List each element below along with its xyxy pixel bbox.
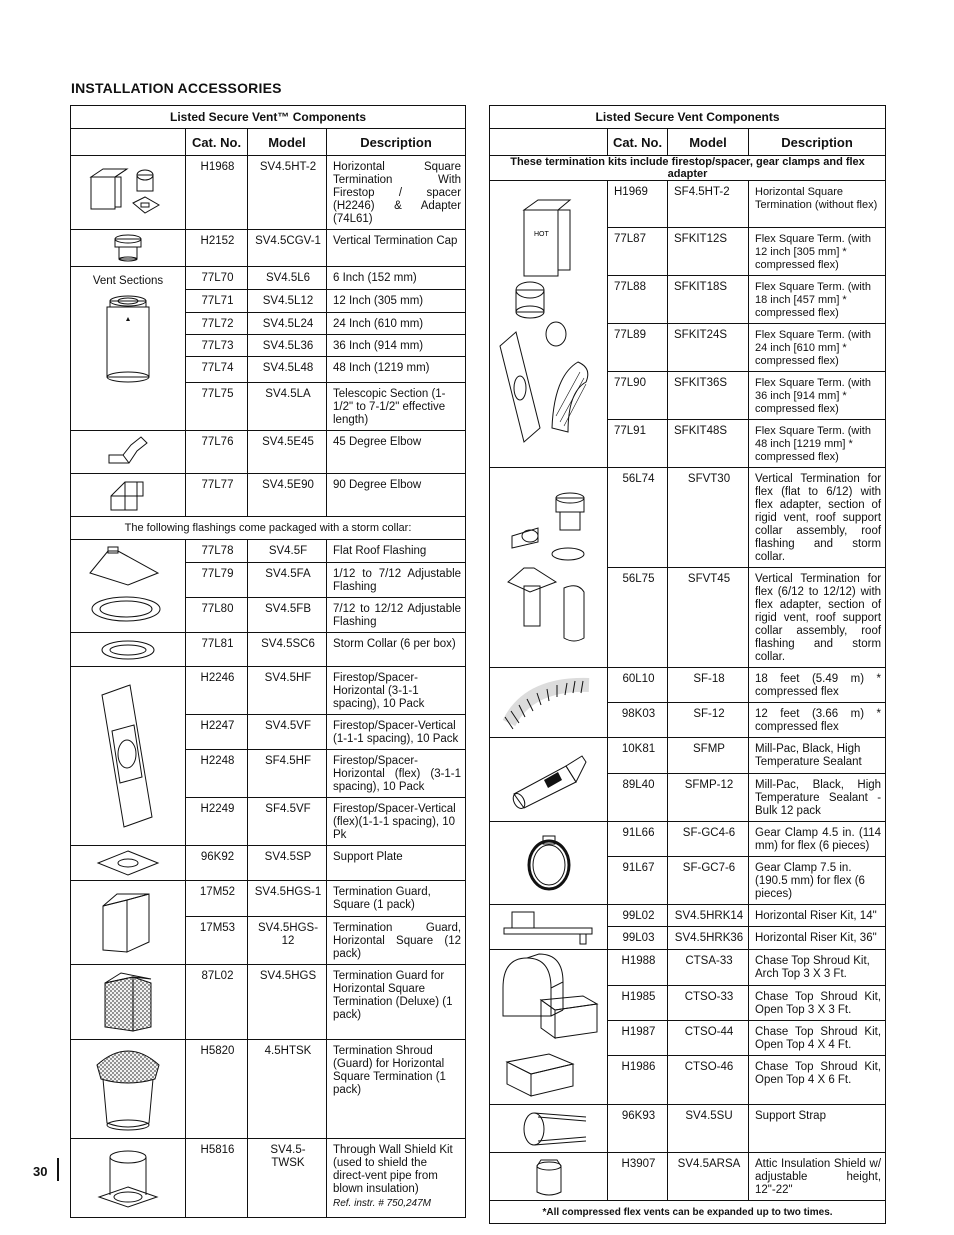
model: SF-18 [668, 668, 749, 703]
cat-no: 56L74 [608, 468, 668, 568]
model: SV4.5SC6 [248, 633, 327, 667]
description: Attic Insulation Shield w/ adjustable height, 12"-22" [749, 1153, 886, 1201]
table-row [71, 846, 466, 881]
reference-note: Ref. instr. # 750,247M [333, 1198, 432, 1209]
model: CTSO-46 [668, 1056, 749, 1105]
description: Vertical Termination for flex (6/12 to 12/12) with flex adapter, section of rigid vent, roof support collar assembly, roof flashing and storm collar. [749, 568, 886, 668]
description: Firestop/Spacer-Vertical (1-1-1 spacing), 10 Pack [327, 715, 466, 750]
description: 45 Degree Elbow [327, 431, 466, 474]
model: SV4.5FA [248, 563, 327, 598]
cat-no: 60L10 [608, 668, 668, 703]
description-text: Through Wall Shield Kit (used to shield the direct-vent pipe from blown insulation) [333, 1144, 453, 1195]
left-header-image [71, 129, 186, 156]
description: Vertical Termination Cap [327, 230, 466, 267]
model: SFMP [668, 738, 749, 774]
table-row [71, 267, 466, 290]
right-components-table [489, 105, 886, 1224]
description: Mill-Pac, Black, High Temperature Sealant [749, 738, 886, 774]
cat-no: 77L80 [186, 598, 248, 633]
cat-no: 77L81 [186, 633, 248, 667]
description: 24 Inch (610 mm) [327, 313, 466, 335]
description: 7/12 to 12/12 Adjustable Flashing [327, 598, 466, 633]
cat-no: 77L78 [186, 540, 248, 563]
kit-note: These termination kits include firestop/spacer, gear clamps and flex adapter [490, 156, 886, 181]
model: CTSA-33 [668, 950, 749, 986]
cat-no: 17M52 [186, 881, 248, 917]
description: Termination Guard for Horizontal Square Termination (Deluxe) (1 pack) [327, 965, 466, 1040]
cat-no: 77L75 [186, 383, 248, 431]
cat-no: 77L79 [186, 563, 248, 598]
model: SV4.5L12 [248, 290, 327, 313]
model: SV4.5HGS [248, 965, 327, 1040]
firestop-spacer-icon [71, 667, 186, 846]
sealant-tube-icon [490, 738, 608, 822]
model: SV4.5HGS-1 [248, 881, 327, 917]
cat-no: 77L70 [186, 267, 248, 290]
cat-no: 87L02 [186, 965, 248, 1040]
model: SF4.5HT-2 [668, 181, 749, 228]
table-row [71, 667, 466, 715]
cat-no: 77L91 [608, 420, 668, 468]
cat-no: H1968 [186, 156, 248, 230]
table-row [71, 1139, 466, 1218]
table-row [490, 468, 886, 568]
model: SV4.5CGV-1 [248, 230, 327, 267]
description: Flex Square Term. (with 12 inch [305 mm] * compressed flex) [749, 228, 886, 276]
model: SV4.5E45 [248, 431, 327, 474]
support-strap-icon [490, 1105, 608, 1153]
description: Firestop/Spacer-Vertical (flex)(1-1-1 spacing), 10 Pk [327, 798, 466, 846]
model: SV4.5HRK14 [668, 905, 749, 927]
table-row [71, 633, 466, 667]
description: Telescopic Section (1-1/2" to 7-1/2" effective length) [327, 383, 466, 431]
model: SV4.5HGS-12 [248, 917, 327, 965]
description: Gear Clamp 7.5 in. (190.5 mm) for flex (6 pieces) [749, 857, 886, 905]
description: 36 Inch (914 mm) [327, 335, 466, 357]
cat-no: 99L02 [608, 905, 668, 927]
cat-no: H1969 [608, 181, 668, 228]
model: SV4.5SP [248, 846, 327, 881]
model: SF-GC4-6 [668, 822, 749, 857]
cat-no: 77L73 [186, 335, 248, 357]
description: Termination Guard, Horizontal Square (12 pack) [327, 917, 466, 965]
model: SFKIT12S [668, 228, 749, 276]
description: 48 Inch (1219 mm) [327, 357, 466, 383]
model: SV4.5LA [248, 383, 327, 431]
model: SV4.5SU [668, 1105, 749, 1153]
description: Firestop/Spacer-Horizontal (flex) (3-1-1 spacing), 10 Pack [327, 750, 466, 798]
flex-termination-kit-icon [490, 181, 608, 468]
cat-no: H2246 [186, 667, 248, 715]
cat-no: H2249 [186, 798, 248, 846]
vertical-flex-termination-icon [490, 468, 608, 668]
model: SV4.5L48 [248, 357, 327, 383]
description: Termination Guard, Square (1 pack) [327, 881, 466, 917]
right-table-caption: Listed Secure Vent Components [490, 106, 886, 129]
storm-collar-icon [71, 633, 186, 667]
cat-no: 10K81 [608, 738, 668, 774]
description: Support Strap [749, 1105, 886, 1153]
table-row [490, 1105, 886, 1153]
cat-no: 77L88 [608, 276, 668, 324]
right-header-model: Model [668, 129, 749, 156]
description: Chase Top Shroud Kit, Arch Top 3 X 3 Ft. [749, 950, 886, 986]
description: Flex Square Term. (with 48 inch [1219 mm] * compressed flex) [749, 420, 886, 468]
model: SFKIT18S [668, 276, 749, 324]
roof-flashing-icon [71, 540, 186, 633]
compressed-flex-icon [490, 668, 608, 738]
cat-no: 77L76 [186, 431, 248, 474]
chase-top-shroud-icon [490, 950, 608, 1105]
model: SF4.5HF [248, 750, 327, 798]
model: SV4.5VF [248, 715, 327, 750]
model: SV4.5E90 [248, 474, 327, 517]
svg-text:HOT: HOT [533, 231, 549, 238]
description: Horizontal Square Termination (without flex) [749, 181, 886, 228]
cat-no: H2152 [186, 230, 248, 267]
table-row [71, 230, 466, 267]
cat-no: 91L67 [608, 857, 668, 905]
cat-no: H5816 [186, 1139, 248, 1218]
termination-shroud-icon [71, 1040, 186, 1139]
model: SFMP-12 [668, 774, 749, 822]
table-row [490, 822, 886, 857]
cat-no: 96K92 [186, 846, 248, 881]
description: Chase Top Shroud Kit, Open Top 4 X 4 Ft. [749, 1021, 886, 1056]
deluxe-guard-icon [71, 965, 186, 1040]
table-row [490, 905, 886, 927]
elbow-90-icon [71, 474, 186, 517]
wall-shield-icon [71, 1139, 186, 1218]
model: SV4.5FB [248, 598, 327, 633]
cat-no: 77L74 [186, 357, 248, 383]
elbow-45-icon [71, 431, 186, 474]
model: SV4.5L24 [248, 313, 327, 335]
description: Chase Top Shroud Kit, Open Top 4 X 6 Ft. [749, 1056, 886, 1105]
table-row [490, 1153, 886, 1201]
cat-no: 77L87 [608, 228, 668, 276]
support-plate-icon [71, 846, 186, 881]
cat-no: 96K93 [608, 1105, 668, 1153]
gear-clamp-icon [490, 822, 608, 905]
table-row [71, 540, 466, 563]
table-row [490, 668, 886, 703]
model: SF-12 [668, 703, 749, 738]
model: SV4.5ARSA [668, 1153, 749, 1201]
table-row [71, 431, 466, 474]
description: Chase Top Shroud Kit, Open Top 3 X 3 Ft. [749, 986, 886, 1021]
right-header-cat: Cat. No. [608, 129, 668, 156]
cat-no: 77L72 [186, 313, 248, 335]
section-title: INSTALLATION ACCESSORIES [71, 80, 282, 96]
vent-section-icon [71, 267, 186, 431]
model: SFKIT36S [668, 372, 749, 420]
model: SFKIT48S [668, 420, 749, 468]
table-row [71, 1040, 466, 1139]
model: 4.5HTSK [248, 1040, 327, 1139]
description: Mill-Pac, Black, High Temperature Sealant - Bulk 12 pack [749, 774, 886, 822]
model: SV4.5HRK36 [668, 927, 749, 950]
cat-no: H3907 [608, 1153, 668, 1201]
page-margin-rule [57, 1158, 59, 1181]
cat-no: H1988 [608, 950, 668, 986]
model: CTSO-33 [668, 986, 749, 1021]
left-header-cat: Cat. No. [186, 129, 248, 156]
table-row [490, 181, 886, 228]
flashing-note: The following flashings come packaged with a storm collar: [71, 517, 466, 540]
vent-sections-label: Vent Sections [92, 275, 164, 287]
model: CTSO-44 [668, 1021, 749, 1056]
cat-no: 98K03 [608, 703, 668, 738]
description: 90 Degree Elbow [327, 474, 466, 517]
description: Flex Square Term. (with 18 inch [457 mm] * compressed flex) [749, 276, 886, 324]
right-header-desc: Description [749, 129, 886, 156]
table-row [71, 474, 466, 517]
table-row [71, 881, 466, 917]
cat-no: 77L71 [186, 290, 248, 313]
cat-no: 99L03 [608, 927, 668, 950]
cat-no: 77L89 [608, 324, 668, 372]
description [327, 1139, 466, 1218]
table-row [71, 965, 466, 1040]
table-row [490, 950, 886, 986]
model: SF-GC7-6 [668, 857, 749, 905]
cat-no: 56L75 [608, 568, 668, 668]
model: SV4.5-TWSK [248, 1139, 327, 1218]
table-row [71, 156, 466, 230]
model: SV4.5F [248, 540, 327, 563]
cat-no: 89L40 [608, 774, 668, 822]
left-components-table [70, 105, 466, 1218]
page-number: 30 [33, 1164, 48, 1179]
description: Firestop/Spacer-Horizontal (3-1-1 spacing), 10 Pack [327, 667, 466, 715]
cat-no: H2248 [186, 750, 248, 798]
description: Termination Shroud (Guard) for Horizontal Square Termination (1 pack) [327, 1040, 466, 1139]
description: Horizontal Square Termination With Firestop / spacer (H2246) & Adapter (74L61) [327, 156, 466, 230]
description: Horizontal Riser Kit, 36" [749, 927, 886, 950]
description: 12 feet (3.66 m) * compressed flex [749, 703, 886, 738]
description: Flex Square Term. (with 24 inch [610 mm] * compressed flex) [749, 324, 886, 372]
description: Support Plate [327, 846, 466, 881]
attic-shield-icon [490, 1153, 608, 1201]
description: 12 Inch (305 mm) [327, 290, 466, 313]
model: SFKIT24S [668, 324, 749, 372]
description: Vertical Termination for flex (flat to 6/12) with flex adapter, section of rigid vent, roof support collar assembly, roof flashing and storm collar. [749, 468, 886, 568]
flex-footnote: *All compressed flex vents can be expanded up to two times. [490, 1201, 886, 1224]
description: Gear Clamp 4.5 in. (114 mm) for flex (6 pieces) [749, 822, 886, 857]
description: Storm Collar (6 per box) [327, 633, 466, 667]
description: 1/12 to 7/12 Adjustable Flashing [327, 563, 466, 598]
horizontal-termination-icon [71, 156, 186, 230]
model: SFVT45 [668, 568, 749, 668]
model: SF4.5VF [248, 798, 327, 846]
cat-no: H2247 [186, 715, 248, 750]
cat-no: 77L77 [186, 474, 248, 517]
left-header-model: Model [248, 129, 327, 156]
table-row [490, 738, 886, 774]
model: SV4.5HF [248, 667, 327, 715]
description: Flex Square Term. (with 36 inch [914 mm] * compressed flex) [749, 372, 886, 420]
riser-kit-icon [490, 905, 608, 950]
description: 18 feet (5.49 m) * compressed flex [749, 668, 886, 703]
cat-no: 91L66 [608, 822, 668, 857]
cat-no: H5820 [186, 1040, 248, 1139]
termination-guard-icon [71, 881, 186, 965]
cat-no: 17M53 [186, 917, 248, 965]
cat-no: 77L90 [608, 372, 668, 420]
cat-no: H1985 [608, 986, 668, 1021]
description: Flat Roof Flashing [327, 540, 466, 563]
right-header-image [490, 129, 608, 156]
vertical-cap-icon [71, 230, 186, 267]
model: SV4.5L36 [248, 335, 327, 357]
model: SV4.5HT-2 [248, 156, 327, 230]
model: SV4.5L6 [248, 267, 327, 290]
description: 6 Inch (152 mm) [327, 267, 466, 290]
cat-no: H1986 [608, 1056, 668, 1105]
description: Horizontal Riser Kit, 14" [749, 905, 886, 927]
cat-no: H1987 [608, 1021, 668, 1056]
left-table-caption: Listed Secure Vent™ Components [71, 106, 466, 129]
model: SFVT30 [668, 468, 749, 568]
left-header-desc: Description [327, 129, 466, 156]
